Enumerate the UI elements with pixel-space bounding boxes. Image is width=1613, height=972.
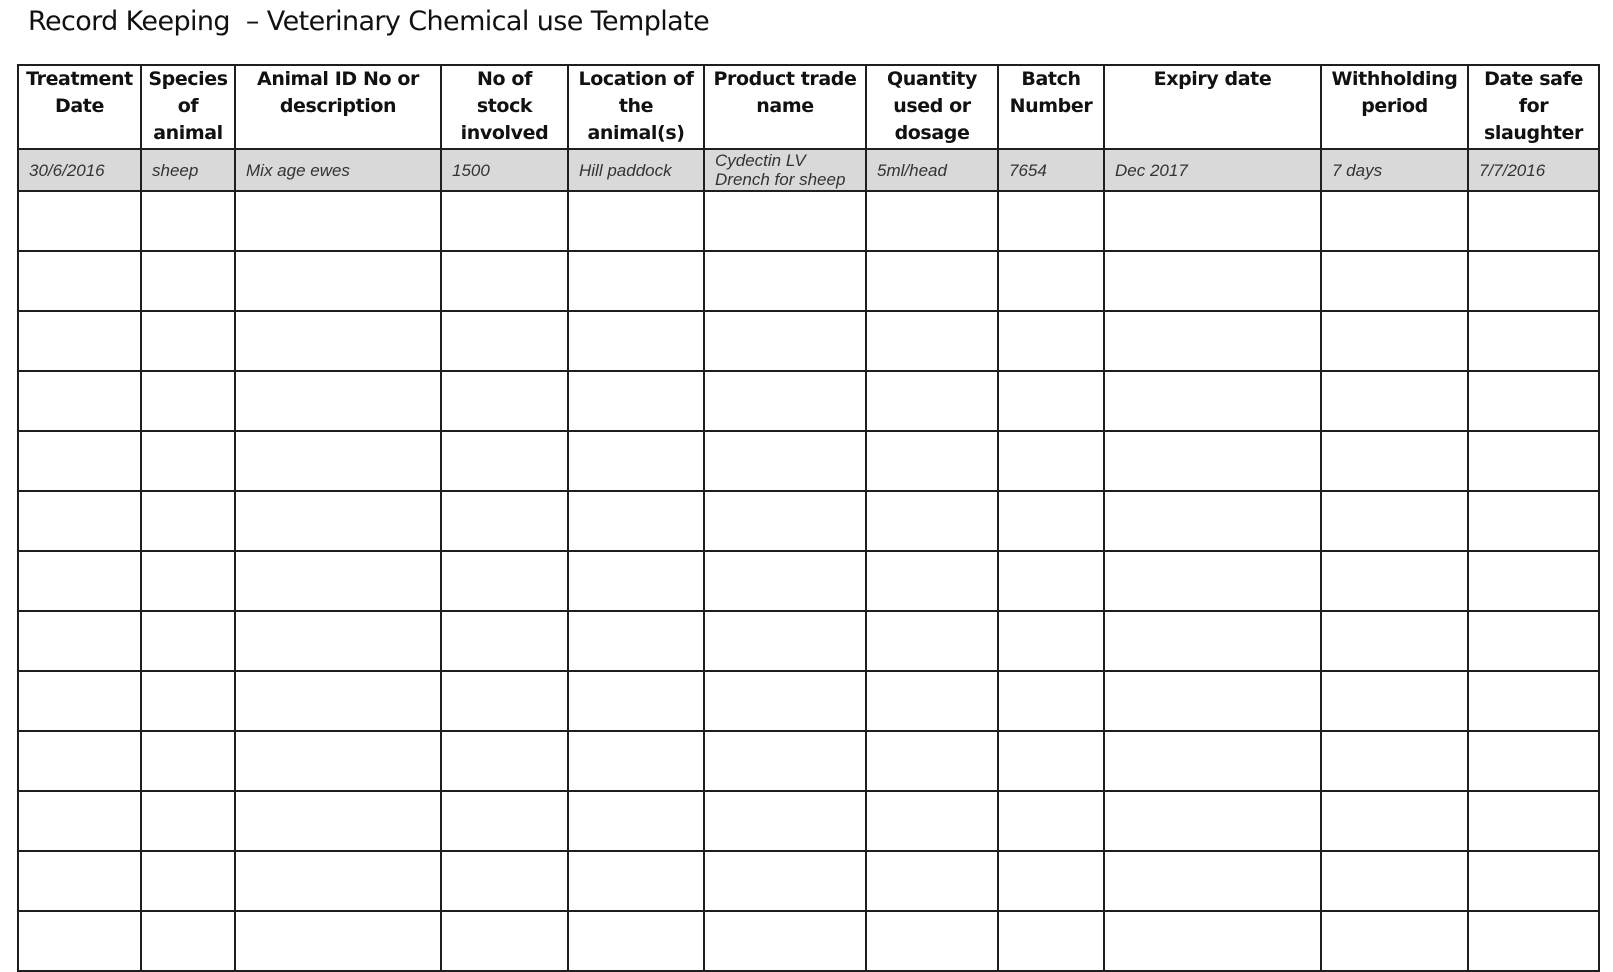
empty-cell-treatment-date[interactable] xyxy=(18,851,141,911)
table-row xyxy=(18,611,1599,671)
empty-cell-species[interactable] xyxy=(141,191,235,251)
empty-cell-quantity[interactable] xyxy=(866,611,998,671)
empty-cell-quantity[interactable] xyxy=(866,551,998,611)
empty-cell-quantity[interactable] xyxy=(866,851,998,911)
empty-cell-no-of-stock[interactable] xyxy=(441,671,568,731)
table-row xyxy=(18,851,1599,911)
empty-cell-batch-number[interactable] xyxy=(998,191,1104,251)
table-row xyxy=(18,911,1599,971)
empty-cell-species[interactable] xyxy=(141,491,235,551)
cell-quantity: 5ml/head xyxy=(866,149,998,191)
empty-cell-expiry-date[interactable] xyxy=(1104,311,1321,371)
empty-cell-date-safe[interactable] xyxy=(1468,791,1599,851)
empty-cell-location[interactable] xyxy=(568,191,704,251)
empty-cell-quantity[interactable] xyxy=(866,671,998,731)
cell-expiry-date: Dec 2017 xyxy=(1104,149,1321,191)
empty-cell-no-of-stock[interactable] xyxy=(441,311,568,371)
empty-cell-expiry-date[interactable] xyxy=(1104,851,1321,911)
empty-cell-animal-id[interactable] xyxy=(235,311,441,371)
empty-cell-animal-id[interactable] xyxy=(235,371,441,431)
empty-cell-treatment-date[interactable] xyxy=(18,671,141,731)
empty-cell-quantity[interactable] xyxy=(866,491,998,551)
empty-cell-animal-id[interactable] xyxy=(235,911,441,971)
empty-cell-withholding-period[interactable] xyxy=(1321,371,1468,431)
empty-cell-withholding-period[interactable] xyxy=(1321,911,1468,971)
empty-cell-batch-number[interactable] xyxy=(998,791,1104,851)
table-row xyxy=(18,251,1599,311)
empty-cell-withholding-period[interactable] xyxy=(1321,611,1468,671)
table-row xyxy=(18,491,1599,551)
empty-cell-batch-number[interactable] xyxy=(998,611,1104,671)
table-row xyxy=(18,431,1599,491)
cell-batch-number: 7654 xyxy=(998,149,1104,191)
empty-cell-treatment-date[interactable] xyxy=(18,611,141,671)
empty-cell-treatment-date[interactable] xyxy=(18,371,141,431)
empty-cell-date-safe[interactable] xyxy=(1468,551,1599,611)
empty-cell-species[interactable] xyxy=(141,671,235,731)
empty-cell-date-safe[interactable] xyxy=(1468,251,1599,311)
empty-cell-location[interactable] xyxy=(568,671,704,731)
empty-cell-date-safe[interactable] xyxy=(1468,731,1599,791)
empty-cell-product-trade-name[interactable] xyxy=(704,371,866,431)
table-header-row xyxy=(18,65,1599,149)
empty-cell-species[interactable] xyxy=(141,371,235,431)
empty-cell-species[interactable] xyxy=(141,251,235,311)
veterinary-chemical-record-table xyxy=(17,64,1600,972)
empty-cell-treatment-date[interactable] xyxy=(18,191,141,251)
cell-animal-id: Mix age ewes xyxy=(235,149,441,191)
table-row xyxy=(18,371,1599,431)
empty-cell-batch-number[interactable] xyxy=(998,251,1104,311)
empty-cell-animal-id[interactable] xyxy=(235,551,441,611)
empty-cell-location[interactable] xyxy=(568,731,704,791)
empty-cell-quantity[interactable] xyxy=(866,431,998,491)
empty-cell-date-safe[interactable] xyxy=(1468,671,1599,731)
header-no-of-stock: No of stock involved xyxy=(441,65,568,149)
empty-cell-animal-id[interactable] xyxy=(235,671,441,731)
empty-cell-quantity[interactable] xyxy=(866,371,998,431)
empty-cell-product-trade-name[interactable] xyxy=(704,251,866,311)
empty-cell-withholding-period[interactable] xyxy=(1321,791,1468,851)
empty-cell-expiry-date[interactable] xyxy=(1104,371,1321,431)
cell-date-safe: 7/7/2016 xyxy=(1468,149,1599,191)
empty-cell-product-trade-name[interactable] xyxy=(704,851,866,911)
empty-cell-species[interactable] xyxy=(141,611,235,671)
empty-cell-expiry-date[interactable] xyxy=(1104,791,1321,851)
header-quantity: Quantity used or dosage xyxy=(866,65,998,149)
empty-cell-batch-number[interactable] xyxy=(998,731,1104,791)
empty-cell-treatment-date[interactable] xyxy=(18,731,141,791)
empty-cell-batch-number[interactable] xyxy=(998,431,1104,491)
empty-cell-product-trade-name[interactable] xyxy=(704,551,866,611)
empty-cell-species[interactable] xyxy=(141,791,235,851)
empty-cell-product-trade-name[interactable] xyxy=(704,191,866,251)
empty-cell-species[interactable] xyxy=(141,911,235,971)
empty-cell-batch-number[interactable] xyxy=(998,671,1104,731)
empty-cell-species[interactable] xyxy=(141,551,235,611)
header-animal-id: Animal ID No or description xyxy=(235,65,441,149)
empty-cell-date-safe[interactable] xyxy=(1468,311,1599,371)
empty-cell-location[interactable] xyxy=(568,431,704,491)
empty-cell-date-safe[interactable] xyxy=(1468,851,1599,911)
cell-no-of-stock: 1500 xyxy=(441,149,568,191)
empty-cell-no-of-stock[interactable] xyxy=(441,791,568,851)
empty-cell-product-trade-name[interactable] xyxy=(704,911,866,971)
empty-cell-no-of-stock[interactable] xyxy=(441,551,568,611)
empty-cell-treatment-date[interactable] xyxy=(18,791,141,851)
empty-cell-withholding-period[interactable] xyxy=(1321,251,1468,311)
empty-cell-location[interactable] xyxy=(568,851,704,911)
cell-withholding-period: 7 days xyxy=(1321,149,1468,191)
table-row xyxy=(18,671,1599,731)
header-date-safe: Date safe for slaughter xyxy=(1468,65,1599,149)
table-row xyxy=(18,191,1599,251)
empty-cell-location[interactable] xyxy=(568,551,704,611)
empty-cell-no-of-stock[interactable] xyxy=(441,431,568,491)
empty-cell-quantity[interactable] xyxy=(866,791,998,851)
empty-cell-no-of-stock[interactable] xyxy=(441,851,568,911)
empty-cell-animal-id[interactable] xyxy=(235,491,441,551)
page-title: Record Keeping – Veterinary Chemical use Template xyxy=(28,6,710,37)
cell-product-trade-name: Cydectin LV Drench for sheep xyxy=(704,149,866,191)
empty-cell-expiry-date[interactable] xyxy=(1104,611,1321,671)
empty-cell-species[interactable] xyxy=(141,431,235,491)
empty-cell-batch-number[interactable] xyxy=(998,491,1104,551)
empty-cell-product-trade-name[interactable] xyxy=(704,611,866,671)
empty-cell-location[interactable] xyxy=(568,491,704,551)
empty-cell-withholding-period[interactable] xyxy=(1321,491,1468,551)
empty-cell-expiry-date[interactable] xyxy=(1104,731,1321,791)
header-species: Species of animal xyxy=(141,65,235,149)
empty-cell-no-of-stock[interactable] xyxy=(441,251,568,311)
empty-cell-batch-number[interactable] xyxy=(998,911,1104,971)
empty-cell-quantity[interactable] xyxy=(866,911,998,971)
empty-cell-batch-number[interactable] xyxy=(998,311,1104,371)
empty-cell-date-safe[interactable] xyxy=(1468,491,1599,551)
header-product-trade-name: Product trade name xyxy=(704,65,866,149)
empty-cell-treatment-date[interactable] xyxy=(18,431,141,491)
cell-location: Hill paddock xyxy=(568,149,704,191)
empty-cell-no-of-stock[interactable] xyxy=(441,911,568,971)
empty-cell-expiry-date[interactable] xyxy=(1104,911,1321,971)
empty-cell-no-of-stock[interactable] xyxy=(441,371,568,431)
example-row xyxy=(18,149,1599,191)
empty-cell-animal-id[interactable] xyxy=(235,431,441,491)
empty-cell-withholding-period[interactable] xyxy=(1321,851,1468,911)
empty-cell-location[interactable] xyxy=(568,911,704,971)
empty-cell-species[interactable] xyxy=(141,311,235,371)
empty-cell-animal-id[interactable] xyxy=(235,251,441,311)
empty-cell-location[interactable] xyxy=(568,371,704,431)
empty-cell-quantity[interactable] xyxy=(866,731,998,791)
empty-cell-treatment-date[interactable] xyxy=(18,251,141,311)
empty-cell-withholding-period[interactable] xyxy=(1321,551,1468,611)
empty-cell-no-of-stock[interactable] xyxy=(441,731,568,791)
header-treatment-date: Treatment Date xyxy=(18,65,141,149)
header-withholding-period: Withholding period xyxy=(1321,65,1468,149)
empty-cell-location[interactable] xyxy=(568,611,704,671)
empty-cell-species[interactable] xyxy=(141,731,235,791)
empty-cell-quantity[interactable] xyxy=(866,311,998,371)
header-location: Location of the animal(s) xyxy=(568,65,704,149)
empty-cell-animal-id[interactable] xyxy=(235,731,441,791)
empty-cell-species[interactable] xyxy=(141,851,235,911)
empty-cell-withholding-period[interactable] xyxy=(1321,311,1468,371)
empty-cell-date-safe[interactable] xyxy=(1468,911,1599,971)
empty-cell-batch-number[interactable] xyxy=(998,371,1104,431)
header-batch-number: Batch Number xyxy=(998,65,1104,149)
empty-cell-no-of-stock[interactable] xyxy=(441,611,568,671)
empty-cell-no-of-stock[interactable] xyxy=(441,191,568,251)
empty-cell-product-trade-name[interactable] xyxy=(704,431,866,491)
empty-cell-withholding-period[interactable] xyxy=(1321,671,1468,731)
empty-cell-treatment-date[interactable] xyxy=(18,491,141,551)
empty-cell-product-trade-name[interactable] xyxy=(704,791,866,851)
empty-cell-animal-id[interactable] xyxy=(235,191,441,251)
table-row xyxy=(18,731,1599,791)
empty-cell-date-safe[interactable] xyxy=(1468,431,1599,491)
empty-cell-product-trade-name[interactable] xyxy=(704,731,866,791)
empty-cell-animal-id[interactable] xyxy=(235,611,441,671)
empty-cell-product-trade-name[interactable] xyxy=(704,311,866,371)
empty-cell-quantity[interactable] xyxy=(866,251,998,311)
empty-cell-expiry-date[interactable] xyxy=(1104,671,1321,731)
header-expiry-date: Expiry date xyxy=(1104,65,1321,149)
empty-cell-product-trade-name[interactable] xyxy=(704,671,866,731)
empty-cell-treatment-date[interactable] xyxy=(18,311,141,371)
empty-cell-animal-id[interactable] xyxy=(235,851,441,911)
empty-cell-animal-id[interactable] xyxy=(235,791,441,851)
table-row xyxy=(18,791,1599,851)
empty-cell-withholding-period[interactable] xyxy=(1321,191,1468,251)
empty-cell-location[interactable] xyxy=(568,311,704,371)
empty-cell-quantity[interactable] xyxy=(866,191,998,251)
empty-cell-product-trade-name[interactable] xyxy=(704,491,866,551)
empty-cell-expiry-date[interactable] xyxy=(1104,491,1321,551)
empty-cell-expiry-date[interactable] xyxy=(1104,551,1321,611)
table-row xyxy=(18,551,1599,611)
table-row xyxy=(18,311,1599,371)
empty-cell-date-safe[interactable] xyxy=(1468,191,1599,251)
empty-cell-withholding-period[interactable] xyxy=(1321,731,1468,791)
empty-cell-expiry-date[interactable] xyxy=(1104,431,1321,491)
empty-cell-batch-number[interactable] xyxy=(998,551,1104,611)
empty-cell-expiry-date[interactable] xyxy=(1104,191,1321,251)
empty-cell-date-safe[interactable] xyxy=(1468,371,1599,431)
cell-treatment-date: 30/6/2016 xyxy=(18,149,141,191)
empty-cell-expiry-date[interactable] xyxy=(1104,251,1321,311)
empty-cell-location[interactable] xyxy=(568,791,704,851)
empty-cell-treatment-date[interactable] xyxy=(18,911,141,971)
empty-cell-batch-number[interactable] xyxy=(998,851,1104,911)
empty-cell-location[interactable] xyxy=(568,251,704,311)
empty-cell-no-of-stock[interactable] xyxy=(441,491,568,551)
empty-cell-date-safe[interactable] xyxy=(1468,611,1599,671)
empty-cell-treatment-date[interactable] xyxy=(18,551,141,611)
cell-species: sheep xyxy=(141,149,235,191)
empty-cell-withholding-period[interactable] xyxy=(1321,431,1468,491)
